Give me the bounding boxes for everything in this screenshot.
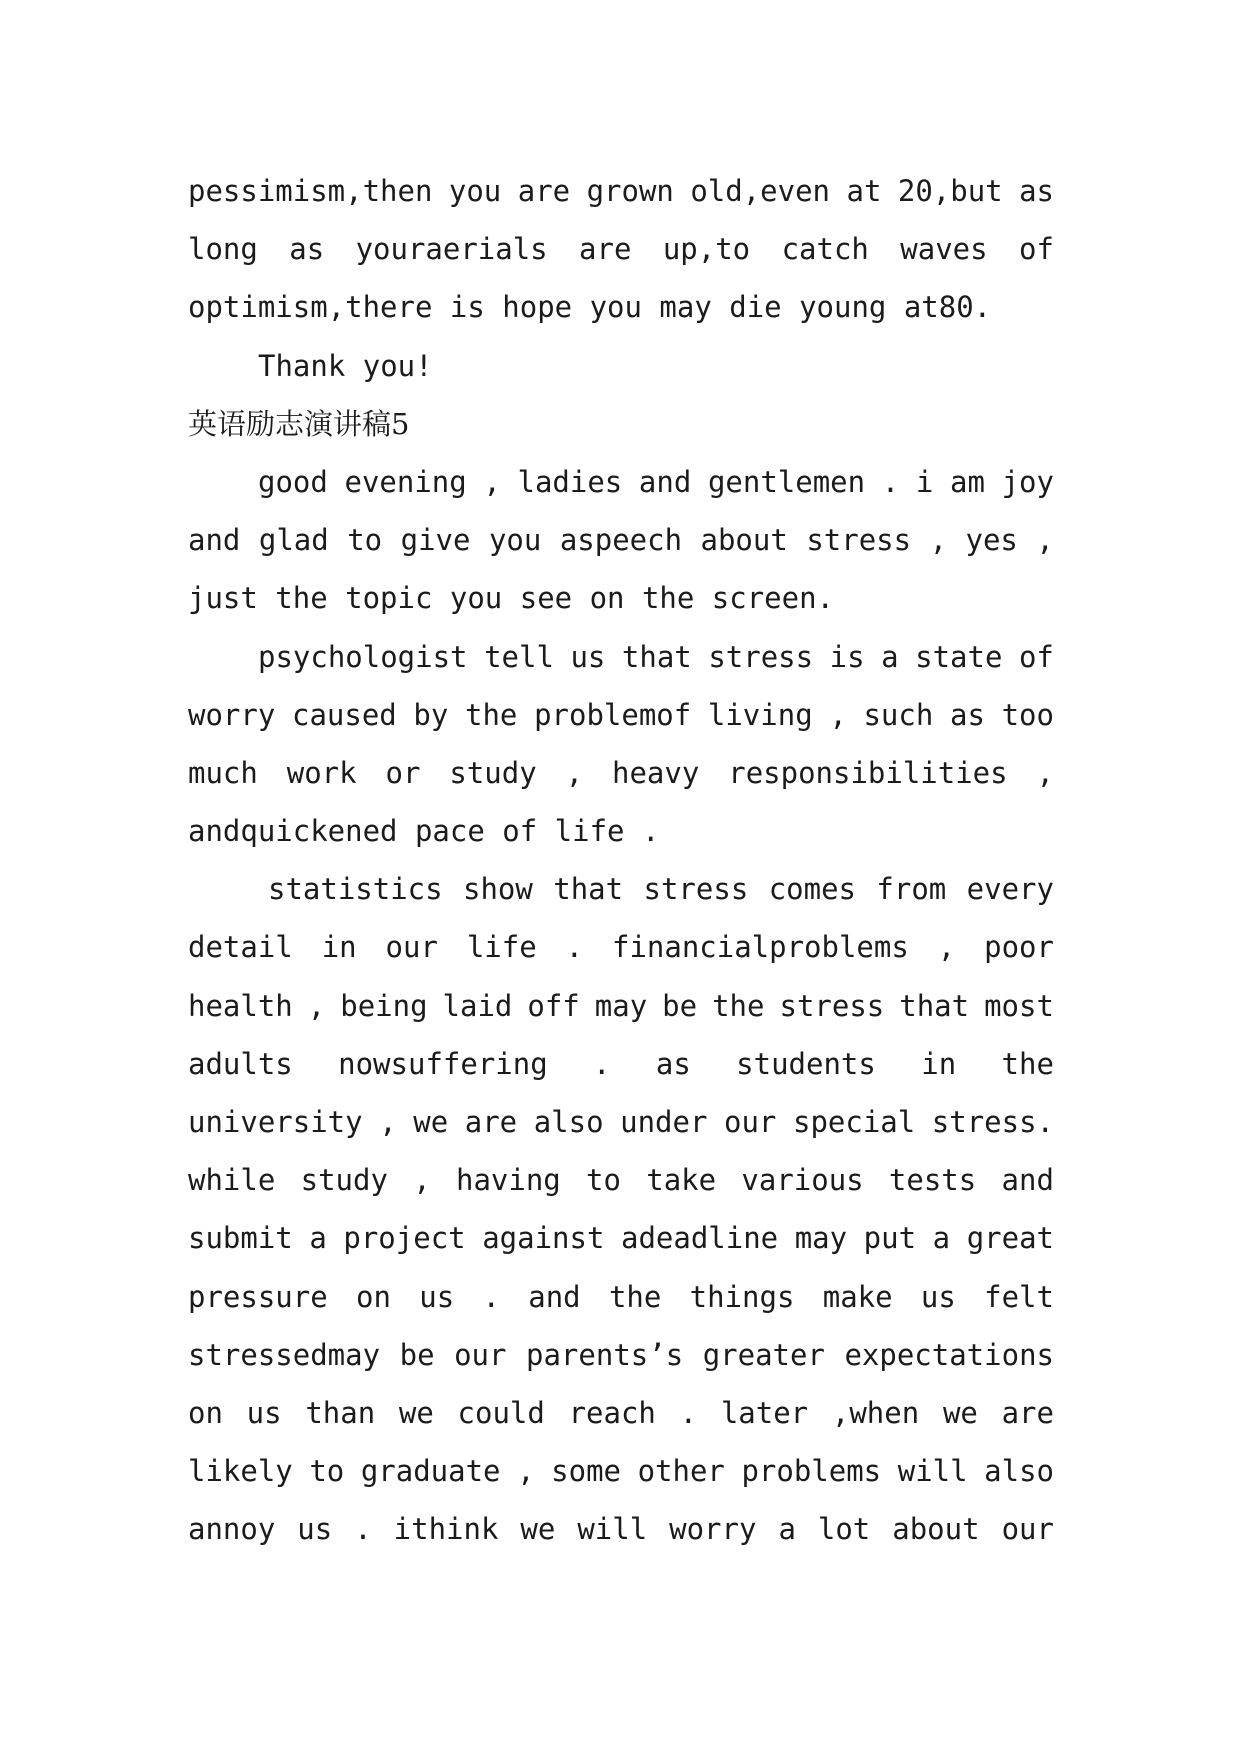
word: being bbox=[340, 988, 428, 1023]
text-line bbox=[188, 511, 1054, 569]
word: having bbox=[455, 1163, 561, 1198]
word: adeadline bbox=[620, 1221, 779, 1256]
word: , bbox=[929, 523, 948, 558]
text-line bbox=[188, 1442, 1054, 1500]
word: in bbox=[321, 930, 357, 965]
word: problems bbox=[741, 1454, 882, 1489]
word: us bbox=[570, 639, 606, 674]
word: our bbox=[454, 1337, 507, 1372]
word: the bbox=[1001, 1046, 1054, 1081]
word: worry bbox=[188, 697, 276, 732]
word: stressedmay bbox=[188, 1337, 381, 1372]
section-heading bbox=[188, 395, 1054, 453]
word: much bbox=[188, 755, 258, 790]
word: great bbox=[966, 1221, 1054, 1256]
word: aspeech bbox=[559, 523, 683, 558]
word: good bbox=[258, 464, 328, 499]
word: as bbox=[655, 1046, 691, 1081]
word: old,even bbox=[690, 174, 831, 208]
word: . bbox=[593, 1046, 611, 1081]
word: ladies bbox=[517, 464, 623, 499]
text-line bbox=[188, 977, 1054, 1035]
word: by bbox=[413, 697, 449, 732]
word: and bbox=[188, 523, 241, 558]
word: our bbox=[385, 930, 438, 965]
word: are bbox=[464, 1105, 518, 1139]
text-line bbox=[188, 1209, 1054, 1267]
text-line bbox=[188, 1268, 1054, 1326]
word: , bbox=[379, 1105, 397, 1139]
word: most bbox=[984, 988, 1054, 1023]
word: show bbox=[463, 872, 533, 907]
text-line bbox=[188, 1151, 1054, 1209]
word: to bbox=[347, 523, 383, 558]
text-line bbox=[188, 918, 1054, 976]
word: than bbox=[305, 1395, 376, 1430]
word: waves bbox=[900, 232, 988, 267]
word: stress bbox=[806, 523, 912, 558]
text-line bbox=[188, 1093, 1054, 1151]
word: parents’s bbox=[526, 1337, 684, 1372]
word: , bbox=[517, 1454, 535, 1489]
word: pessimism,then bbox=[188, 174, 433, 208]
word: submit bbox=[188, 1221, 293, 1256]
word: ithink bbox=[393, 1512, 499, 1547]
word: us bbox=[297, 1512, 333, 1547]
text-line bbox=[188, 860, 1054, 918]
word: will bbox=[577, 1512, 648, 1547]
word: take bbox=[646, 1163, 717, 1198]
word: stress bbox=[708, 639, 814, 674]
word: study bbox=[300, 1163, 388, 1198]
word: nowsuffering bbox=[338, 1046, 548, 1081]
word: some bbox=[551, 1454, 621, 1489]
word: responsibilities bbox=[728, 755, 1008, 790]
word: too bbox=[1001, 697, 1054, 732]
word: worry bbox=[669, 1512, 757, 1547]
word: living bbox=[707, 697, 813, 732]
word: comes bbox=[768, 872, 856, 907]
word: under bbox=[620, 1105, 708, 1139]
text-line bbox=[188, 1500, 1054, 1558]
word: project bbox=[343, 1221, 466, 1256]
word: against bbox=[482, 1221, 605, 1256]
word: other bbox=[637, 1454, 725, 1489]
word: could bbox=[457, 1395, 545, 1430]
word: . bbox=[679, 1395, 698, 1430]
word: and bbox=[528, 1279, 581, 1314]
word: as bbox=[289, 232, 325, 267]
word: or bbox=[385, 755, 421, 790]
word: the bbox=[465, 697, 518, 732]
word: , bbox=[937, 930, 956, 965]
word: on bbox=[188, 1395, 223, 1430]
word: state bbox=[915, 639, 1003, 674]
word: youraerials bbox=[355, 232, 548, 267]
text-line bbox=[188, 1035, 1054, 1093]
word: later bbox=[720, 1395, 809, 1430]
word: psychologist bbox=[258, 639, 468, 674]
word: a bbox=[778, 1512, 796, 1547]
text-line bbox=[188, 686, 1054, 744]
word: pressure bbox=[188, 1279, 328, 1314]
word: give bbox=[400, 523, 471, 558]
word: i bbox=[915, 464, 934, 499]
word: our bbox=[1001, 1512, 1054, 1547]
word: that bbox=[553, 872, 624, 907]
text-line bbox=[188, 1326, 1054, 1384]
word: that bbox=[621, 639, 692, 674]
word: grown bbox=[586, 174, 674, 208]
word: health bbox=[188, 988, 293, 1023]
word: detail bbox=[188, 930, 293, 965]
text-line bbox=[188, 453, 1054, 511]
word: to bbox=[309, 1454, 345, 1489]
word: put bbox=[863, 1221, 917, 1256]
word: . bbox=[881, 464, 900, 499]
word: also bbox=[984, 1454, 1054, 1489]
text-line bbox=[188, 162, 1054, 220]
word: tell bbox=[484, 639, 554, 674]
word: long bbox=[188, 232, 258, 267]
word: graduate bbox=[360, 1454, 501, 1489]
text-line bbox=[188, 744, 1054, 802]
word: various bbox=[741, 1163, 864, 1198]
word: you bbox=[488, 523, 542, 558]
word: will bbox=[897, 1454, 968, 1489]
text-line bbox=[188, 220, 1054, 278]
word: expectations bbox=[844, 1337, 1054, 1372]
word: glad bbox=[258, 523, 329, 558]
word: work bbox=[286, 755, 357, 790]
word: yes bbox=[965, 523, 1018, 558]
word: of bbox=[1018, 639, 1054, 674]
word: heavy bbox=[612, 755, 700, 790]
word: greater bbox=[702, 1337, 825, 1372]
line-text: andquickened pace of life . bbox=[188, 814, 660, 849]
text-line bbox=[188, 569, 1054, 627]
word: that bbox=[899, 988, 970, 1023]
word: at bbox=[846, 174, 882, 208]
word: as bbox=[949, 697, 985, 732]
word: laid bbox=[442, 988, 513, 1023]
word: also bbox=[533, 1105, 604, 1139]
word: catch bbox=[781, 232, 869, 267]
word: are bbox=[1001, 1395, 1054, 1430]
word: are bbox=[517, 174, 571, 208]
word: statistics bbox=[268, 872, 443, 907]
word: about bbox=[892, 1512, 980, 1547]
word: our bbox=[724, 1105, 777, 1139]
word: may bbox=[594, 988, 648, 1023]
word: study bbox=[449, 755, 537, 790]
word: on bbox=[356, 1279, 391, 1314]
word: us bbox=[246, 1395, 282, 1430]
word: life bbox=[466, 930, 537, 965]
line-text: optimism,there is hope you may die young at80. bbox=[188, 290, 992, 325]
word: a bbox=[309, 1221, 327, 1256]
word: stress bbox=[643, 872, 749, 907]
word: problemof bbox=[534, 697, 692, 732]
word: university bbox=[188, 1105, 363, 1139]
word: joy bbox=[1001, 464, 1054, 499]
word: be bbox=[662, 988, 698, 1023]
word: , bbox=[829, 697, 847, 732]
word: from bbox=[876, 872, 947, 907]
word: us bbox=[419, 1279, 455, 1314]
word: students bbox=[736, 1046, 876, 1081]
word: in bbox=[921, 1046, 957, 1081]
word: and bbox=[1001, 1163, 1054, 1198]
word: we bbox=[942, 1395, 978, 1430]
word: caused bbox=[291, 697, 397, 732]
word: a bbox=[881, 639, 899, 674]
word: we bbox=[398, 1395, 434, 1430]
text-line bbox=[188, 1384, 1054, 1442]
word: annoy bbox=[188, 1512, 276, 1547]
word: is bbox=[829, 639, 865, 674]
word: stress. bbox=[931, 1105, 1054, 1139]
word: adults bbox=[188, 1046, 293, 1081]
word: you bbox=[448, 174, 502, 208]
word: financialproblems bbox=[612, 930, 909, 965]
word: gentlemen bbox=[707, 464, 866, 499]
word: about bbox=[700, 523, 788, 558]
word: lot bbox=[817, 1512, 871, 1547]
word: special bbox=[792, 1105, 916, 1139]
line-text: Thank you! bbox=[258, 348, 433, 383]
word: may bbox=[794, 1221, 848, 1256]
word: are bbox=[579, 232, 632, 267]
document-body bbox=[188, 162, 1054, 1559]
word: while bbox=[188, 1163, 276, 1198]
word: , bbox=[1036, 523, 1054, 558]
word: and bbox=[638, 464, 692, 499]
word: poor bbox=[984, 930, 1054, 965]
line-text: just the topic you see on the screen. bbox=[188, 581, 835, 616]
word: of bbox=[1019, 232, 1054, 267]
word: am bbox=[950, 464, 985, 499]
word: the bbox=[712, 988, 765, 1023]
word: evening bbox=[344, 464, 467, 499]
word: . bbox=[565, 930, 584, 965]
word: , bbox=[483, 464, 501, 499]
word: . bbox=[354, 1512, 372, 1547]
word: to bbox=[586, 1163, 621, 1198]
word: , bbox=[413, 1163, 431, 1198]
word: . bbox=[482, 1279, 500, 1314]
word: us bbox=[920, 1279, 956, 1314]
word: stress bbox=[779, 988, 885, 1023]
word: ,when bbox=[831, 1395, 920, 1430]
word: 20,but bbox=[897, 174, 1003, 208]
text-line bbox=[188, 802, 1054, 860]
word: likely bbox=[188, 1454, 293, 1489]
word: off bbox=[527, 988, 580, 1023]
word: tests bbox=[888, 1163, 977, 1198]
text-line bbox=[188, 628, 1054, 686]
word: be bbox=[399, 1337, 435, 1372]
word: , bbox=[1036, 755, 1054, 790]
word: things bbox=[689, 1279, 795, 1314]
line-text: 英语励志演讲稿5 bbox=[188, 406, 410, 441]
word: , bbox=[565, 755, 584, 790]
text-line bbox=[188, 337, 1054, 395]
word: reach bbox=[568, 1395, 656, 1430]
word: such bbox=[863, 697, 934, 732]
word: we bbox=[413, 1105, 449, 1139]
word: we bbox=[520, 1512, 556, 1547]
text-line bbox=[188, 278, 1054, 336]
word: a bbox=[932, 1221, 951, 1256]
word: make bbox=[822, 1279, 893, 1314]
word: every bbox=[966, 872, 1054, 907]
word: felt bbox=[984, 1279, 1054, 1314]
word: as bbox=[1019, 174, 1054, 208]
word: , bbox=[307, 988, 326, 1023]
word: up,to bbox=[662, 232, 751, 267]
word: the bbox=[608, 1279, 662, 1314]
